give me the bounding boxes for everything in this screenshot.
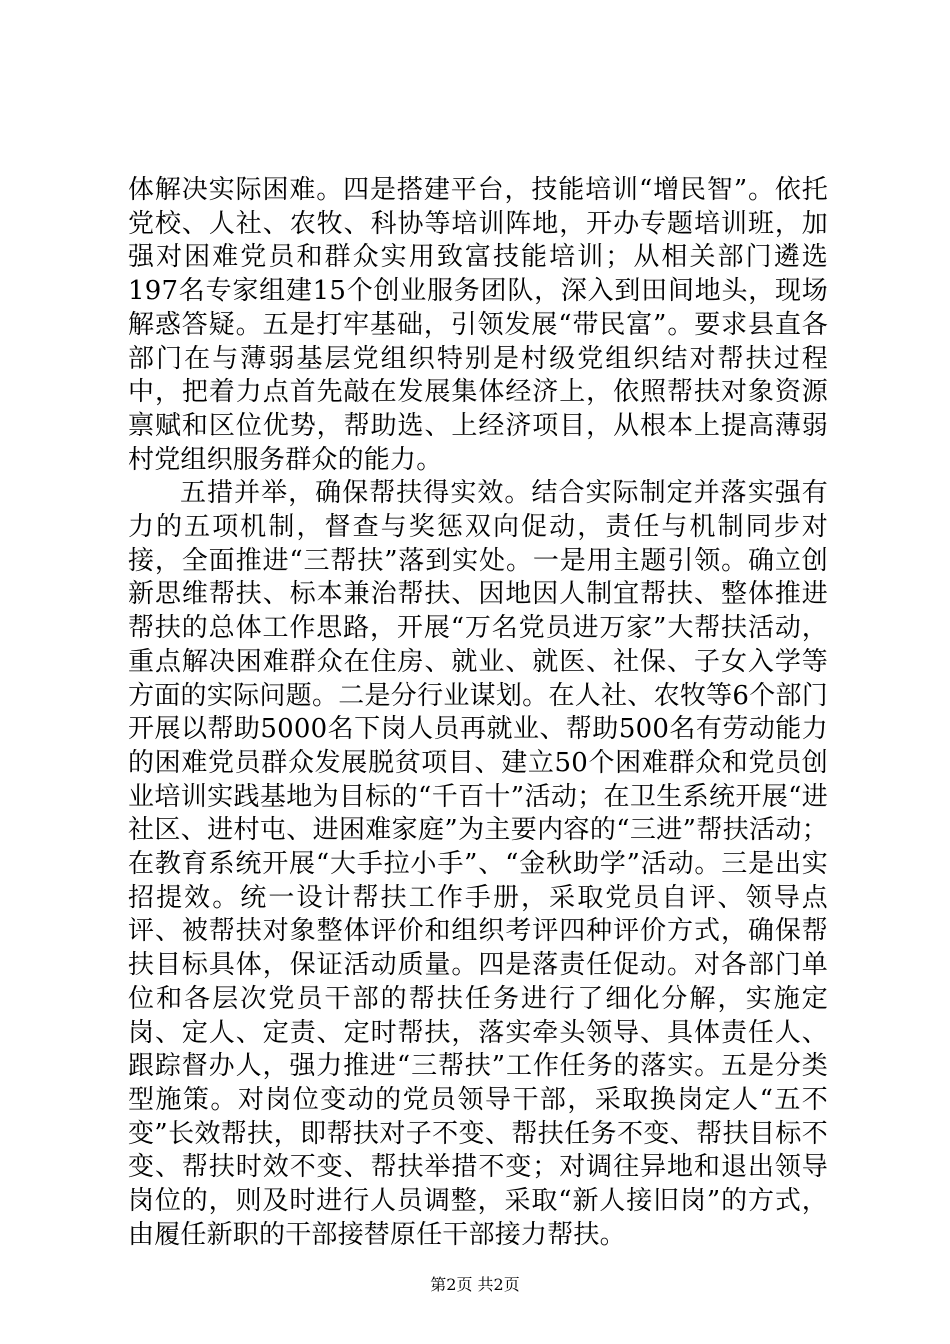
page-number-footer: 第2页 共2页	[430, 1275, 520, 1294]
paragraph-five-measures: 五措并举，确保帮扶得实效。结合实际制定并落实强有力的五项机制，督查与奖惩双向促动，责任与机制同步对接，全面推进“三帮扶”落到实处。一是用主题引领。确立创新思维帮扶、标本兼治帮扶、因地因人制宜帮扶、整体推进帮扶的总体工作思路，开展“万名党员进万家”大帮扶活动，重点解决困难群众在住房、就业、就医、社保、子女入学等方面的实际问题。二是分行业谋划。在人社、农牧等6个部门开展以帮助5000名下岗人员再就业、帮助500名有劳动能力的困难党员群众发展脱贫项目、建立50个困难群众和党员创业培训实践基地为目标的“千百十”活动；在卫生系统开展“进社区、进村屯、进困难家庭”为主要内容的“三进”帮扶活动；在教育系统开展“大手拉小手”、“金秋助学”活动。三是出实招提效。统一设计帮扶工作手册，采取党员自评、领导点评、被帮扶对象整体评价和组织考评四种评价方式，确保帮扶目标具体，保证活动质量。四是落责任促动。对各部门单位和各层次党员干部的帮扶任务进行了细化分解，实施定岗、定人、定责、定时帮扶，落实牵头领导、具体责任人、跟踪督办人，强力推进“三帮扶”工作任务的落实。五是分类型施策。对岗位变动的党员领导干部，采取换岗定人“五不变”长效帮扶，即帮扶对子不变、帮扶任务不变、帮扶目标不变、帮扶时效不变、帮扶举措不变；对调往异地和退出领导岗位的，则及时进行人员调整，采取“新人接旧岗”的方式，由履任新职的干部接替原任干部接力帮扶。	[128, 478, 828, 1250]
paragraph-continuation: 体解决实际困难。四是搭建平台，技能培训“增民智”。依托党校、人社、农牧、科协等培训阵地，开办专题培训班，加强对困难党员和群众实用致富技能培训；从相关部门遴选197名专家组建15个创业服务团队，深入到田间地头，现场解惑答疑。五是打牢基础，引领发展“带民富”。要求县直各部门在与薄弱基层党组织特别是村级党组织结对帮扶过程中，把着力点首先敲在发展集体经济上，依照帮扶对象资源禀赋和区位优势，帮助选、上经济项目，从根本上提高薄弱村党组织服务群众的能力。	[128, 175, 828, 475]
document-body	[128, 174, 828, 1253]
